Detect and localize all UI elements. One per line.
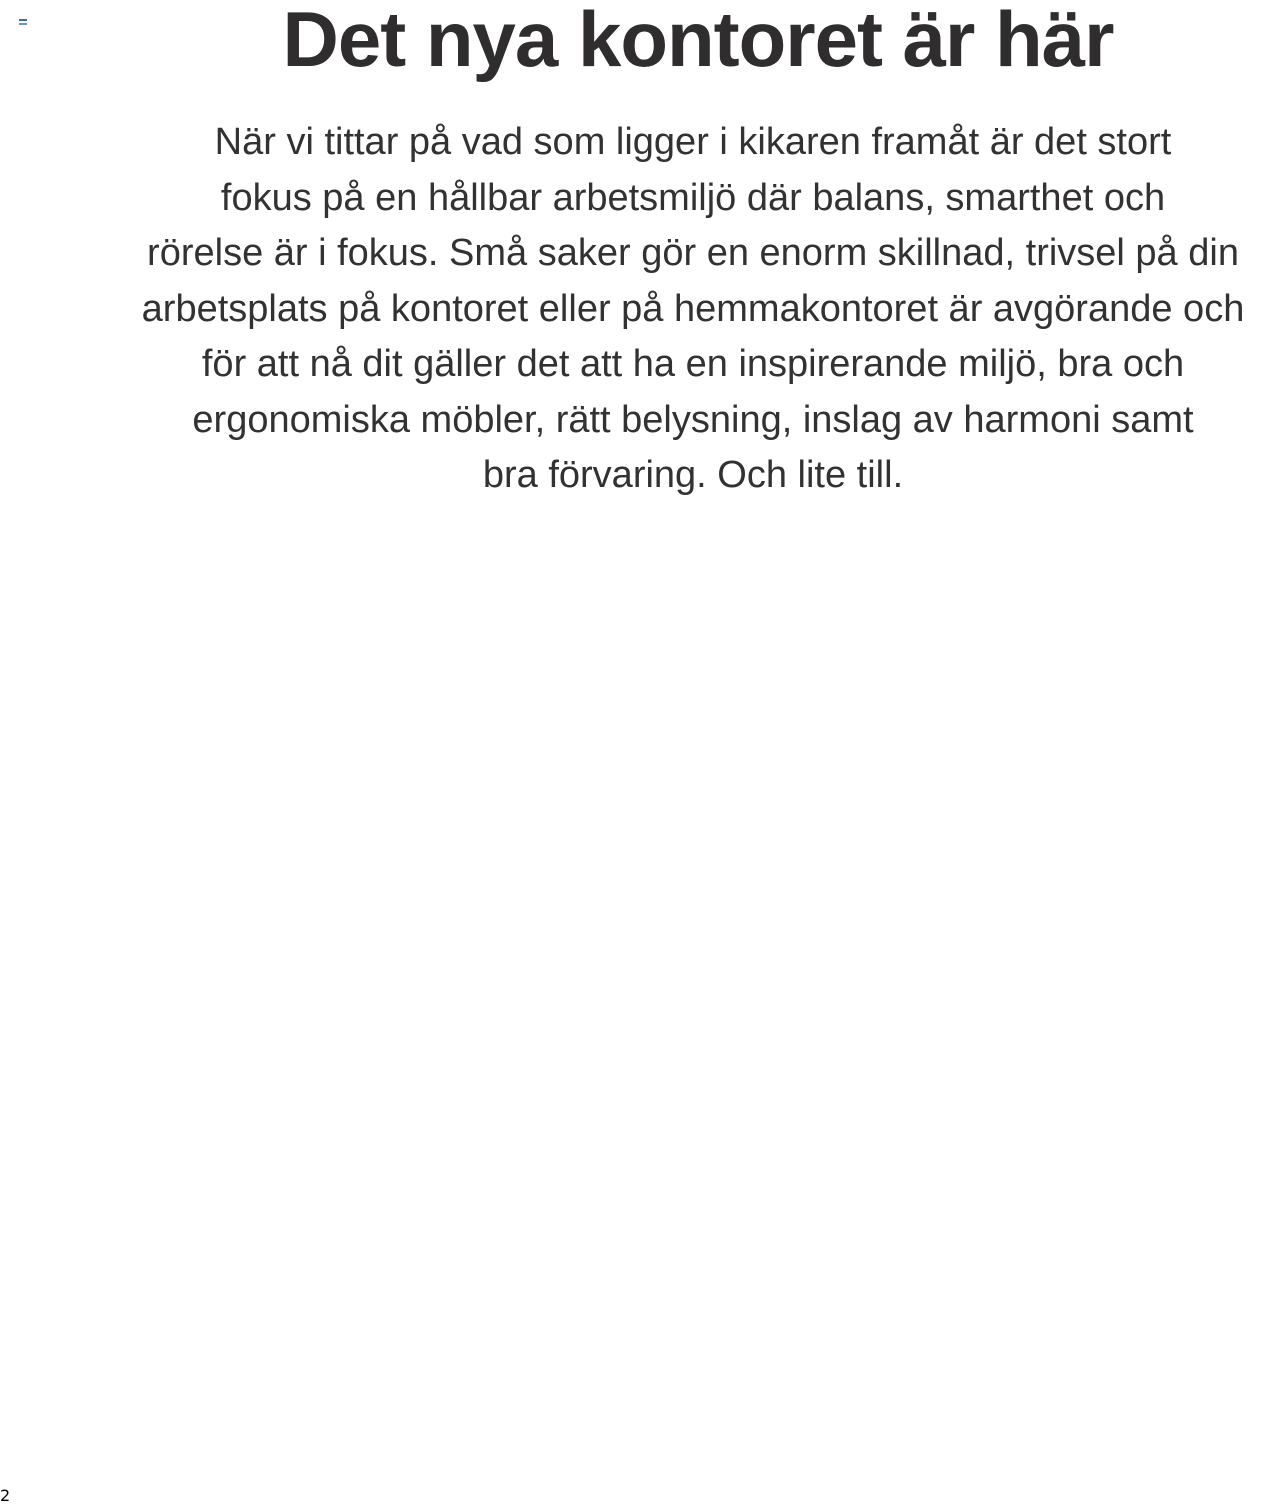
intro-line: arbetsplats på kontoret eller på hemmakontoret är avgörande och	[141, 287, 1245, 330]
intro-line: ergonomiska möbler, rätt belysning, inslag av harmoni samt	[192, 398, 1194, 441]
intro-line: bra förvaring. Och lite till.	[482, 454, 904, 496]
page-number: 2	[0, 1486, 11, 1505]
page-title: Det nya kontoret är här	[282, 0, 1114, 83]
flag-icon	[19, 19, 27, 25]
intro-line: När vi tittar på vad som ligger i kikaren framåt är det stort	[214, 121, 1172, 163]
intro-line: fokus på en hållbar arbetsmiljö där balans, smarthet och	[220, 176, 1166, 219]
intro-line: för att nå dit gäller det att ha en inspirerande miljö, bra och	[201, 343, 1185, 385]
intro-line: rörelse är i fokus. Små saker gör en enorm skillnad, trivsel på din	[147, 232, 1239, 274]
intro-paragraph	[106, 115, 1280, 504]
